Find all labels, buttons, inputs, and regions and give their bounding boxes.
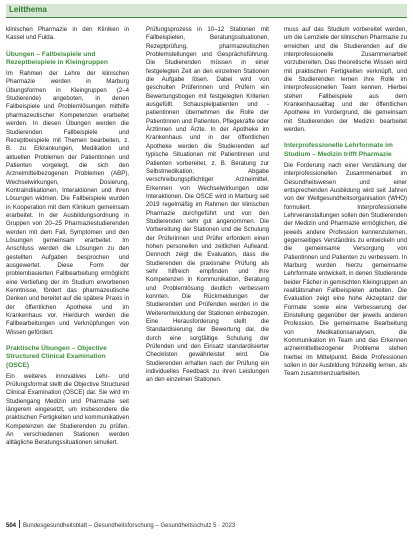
section-heading: Praktische Übungen – Objective Structured Clinical Examination (OSCE): [6, 345, 107, 369]
paragraph: Die Forderung nach einer Verstärkung der interprofessionellen Zusammenarbeit im Gesundheitswesen und einer entsprechenden Ausbildung wird seit Jahren von der Weltgesundheitsorganisation (WHO) formuliert. Interprofessionelle Lehrveranstaltungen sollen den Studierenden der Medizin und Pharmazie ermöglichen, die jeweils andere Profession kennenzulernen, gegenseitiges Verständnis zu entwickeln und die gemeinsame Versorgung von Patientinnen und Patienten zu verbessern. In Marburg wurden hierzu gemeinsame Lehrformate entwickelt, in denen Studierende beider Fächer in gemischten Kleingruppen an realitätsnahen Fallbeispielen arbeiten. Die Evaluation zeigt eine hohe Akzeptanz der Formate sowie eine Verbesserung der Einstellung gegenüber der jeweils anderen Profession. Die gemeinsame Bearbeitung von Medikationsanalysen, die Kommunikation im Team und das Erkennen arzneimittelbezogener Probleme stehen hierbei im Mittelpunkt. Beide Professionen sollen in der Ausbildung frühzeitig lernen, als Team zusammenzuarbeiten.: [284, 161, 407, 378]
paragraph: muss auf das Studium vorbereitet werden, um die Lernziele der klinischen Pharmazie zu erreichen und die Studierenden auf die interprofessionelle Zusammenarbeit vorzubereiten. Das theoretische Wissen wird mit praktischen Fertigkeiten verknüpft, und die Studierenden lernen ihre Rolle im interprofessionellen Team kennen. Hierbei stehen Fallbeispiele aus dem Krankenhausalltag und der öffentlichen Apotheke im Vordergrund, die gemeinsam mit Studierenden der Medizin bearbeitet werden.: [284, 26, 407, 134]
footer-divider: [19, 520, 20, 528]
page-number: 504: [6, 523, 17, 529]
journal-citation: Bundesgesundheitsblatt – Gesundheitsforschung – Gesundheitsschutz 5 · 2023: [23, 523, 236, 529]
page-footer: [6, 520, 235, 529]
section-header-bar: [6, 4, 407, 18]
section-label: Leitthema: [9, 5, 47, 14]
section-heading: Übungen – Fallbeispiele und Rezeptbeispiele in Kleingruppen: [6, 50, 108, 66]
column-3: [284, 26, 407, 379]
section-heading: Interprofessionelle Lehrformate im Studium – Medizin trifft Pharmazie: [284, 142, 393, 158]
paragraph: Prüfungsprozess in 10–12 Stationen mit Fallbeispielen, Beratungssituationen, Rezeptprüfung, pharmazeutischen Problemstellungen und Gesprächsführung. Die Studierenden müssen in einer festgelegten Zeit an den einzelnen Stationen die Aufgabe lösen. Dabei wird von geschulten Prüferinnen und Prüfern ein Bewertungsbogen mit festgelegten Kriterien ausgefüllt. Schauspielpatienten und -patientinnen übernehmen die Rolle der Patientinnen und Patienten, Pflegekräfte oder Ärztinnen und Ärzte. In der Apotheke im Krankenhaus und in der öffentlichen Apotheke werden die Studierenden auf typische Situationen mit Patientinnen und Patienten vorbereitet, z. B. Beratung zur Selbstmedikation, Abgabe verschreibungspflichtiger Arzneimittel, Erkennen von Wechselwirkungen oder Interaktionen. Die OSCE wird in Marburg seit 2019 regelmäßig im Rahmen der klinischen Pharmazie durchgeführt und von den Studierenden sehr gut angenommen. Die Vorbereitung der Stationen und die Schulung der Prüferinnen und Prüfer erfordern einen hohen personellen und zeitlichen Aufwand. Dennoch zeigt die Evaluation, dass die Studierenden die praxisnahe Prüfung als sehr hilfreich empfinden und ihre Kompetenzen in Kommunikation, Beratung und Problemlösung deutlich verbessern konnten. Die Rückmeldungen der Studierenden und Prüfenden werden in die Weiterentwicklung der Stationen einbezogen. Eine Herausforderung stellt die Standardisierung der Bewertung dar, die durch eine sorgfältige Schulung der Prüfenden und den Einsatz standardisierter Checklisten gewährleistet wird. Die Studierenden erhalten nach der Prüfung ein individuelles Feedback zu ihren Leistungen an den einzelnen Stationen.: [146, 26, 269, 384]
paragraph: klinischen Pharmazie in den Kliniken in Kassel und Fulda.: [6, 26, 129, 42]
paragraph: Im Rahmen der Lehre der klinischen Pharmazie werden in Marburg Übungsformen in Kleingruppen (2–4 Studierende) angeboten, in denen Fallbeispiele und Problemlösungen mithilfe pharmazeutischer Kompetenzen erarbeitet werden. In diesen Übungen werden die Studierenden Fallbeispiele und Rezeptbeispiele mit Themen bearbeiten, z. B. zu Erkrankungen, Medikation und aktuellen Problemen der Patientinnen und Patienten vorgelegt, die sich den Arzneimittelbezogenen Problemen (ABP), Wechselwirkungen, Dosierung, Kontraindikationen, Interaktionen und ihren Lösungen widmen. Die Fallbeispiele wurden in Kooperation mit dem Klinikum gemeinsam erarbeitet. In der Ausbildungsordnung in Gruppen von 20–25 Pharmaziestudierenden werden mit dem Fall, Symptomen und den Lösungen gemeinsam erarbeitet. Im Anschluss werden die Lösungen zu den gestellten Aufgaben besprochen und ausgewertet. Diese Form der problembasierten Fallbearbeitung ermöglicht eine Vertiefung der im Studium erworbenen Kenntnisse, fördert das pharmazeutische Denken und bereitet auf die spätere Praxis in der öffentlichen Apotheke und im Krankenhaus vor. Hierdurch werden die Fallbearbeitungen und Verknüpfungen von Wissen gefördert.: [6, 70, 129, 336]
column-1: [6, 26, 129, 448]
paragraph: Ein weiteres innovatives Lehr- und Prüfungsformat stellt die Objective Structured Clinical Examination (OSCE) dar. Sie wird im Studiengang Medizin und Pharmazie seit längerem eingesetzt, um insbesondere die praktischen Fertigkeiten und kommunikativen Kompetenzen der Studierenden zu prüfen. An verschiedenen Stationen werden alltägliche Beratungssituationen simuliert.: [6, 372, 129, 447]
column-2: [146, 26, 269, 385]
